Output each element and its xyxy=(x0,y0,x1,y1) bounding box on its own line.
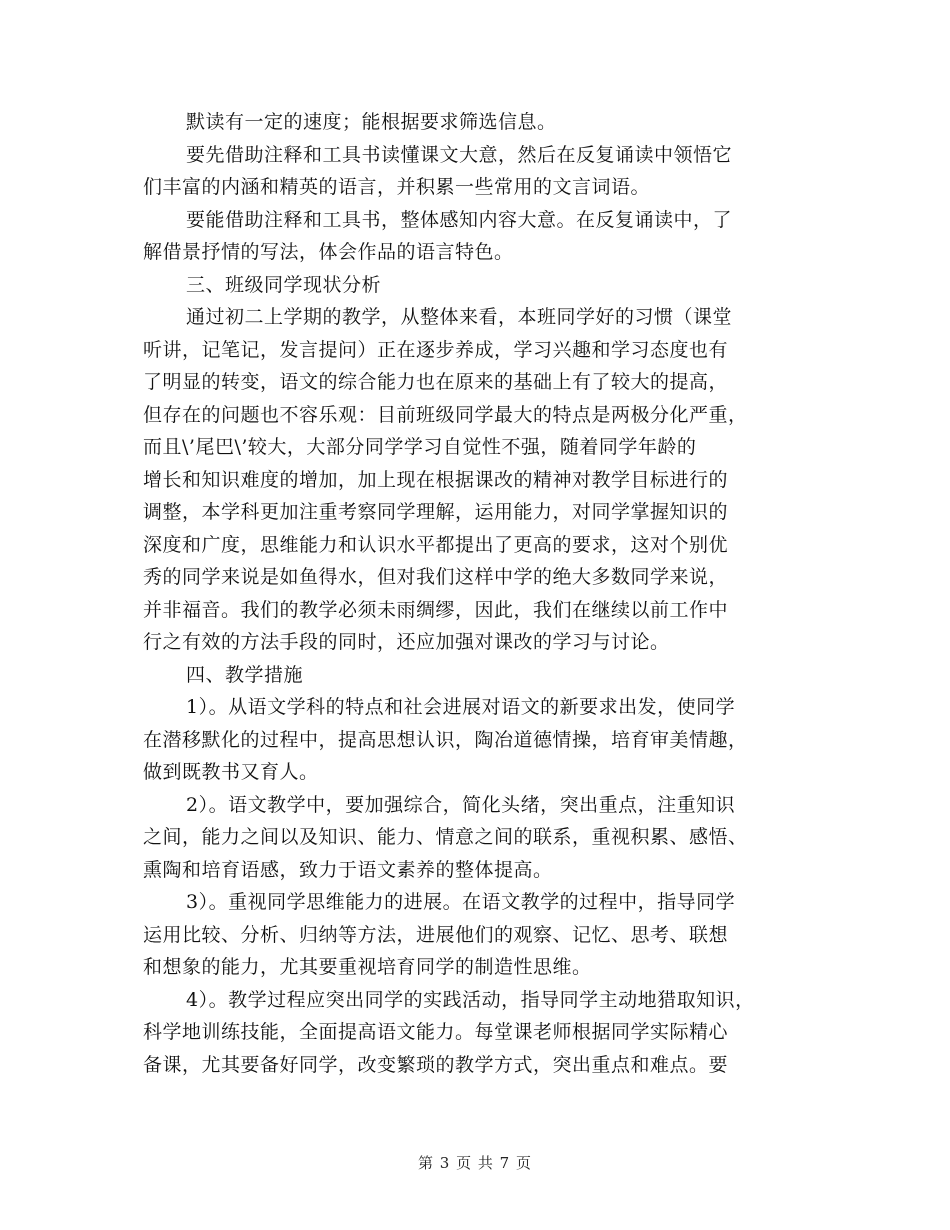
text-line: 做到既教书又育人。 xyxy=(143,761,319,783)
text-line: 调整，本学科更加注重考察同学理解，运用能力，对同学掌握知识的 xyxy=(143,501,729,523)
text-line: 4）。教学过程应突出同学的实践活动，指导同学主动地猎取知识， xyxy=(186,988,755,1011)
text-line: 解借景抒情的写法，体会作品的语言特色。 xyxy=(143,241,514,263)
section-heading: 三、班级同学现状分析 xyxy=(186,273,382,296)
text-line: 秀的同学来说是如鱼得水，但对我们这样中学的绝大多数同学来说， xyxy=(143,566,729,588)
text-line: 运用比较、分析、归纳等方法，进展他们的观察、记忆、思考、联想 xyxy=(143,923,729,946)
text-line: 科学地训练技能，全面提高语文能力。每堂课老师根据同学实际精心 xyxy=(143,1021,729,1043)
text-line: 和想象的能力，尤其要重视培育同学的制造性思维。 xyxy=(143,956,592,978)
text-line: 备课，尤其要备好同学，改变繁琐的教学方式，突出重点和难点。要 xyxy=(143,1053,729,1076)
text-line: 默读有一定的速度；能根据要求筛选信息。 xyxy=(186,111,557,133)
text-line: 但存在的问题也不容乐观：目前班级同学最大的特点是两极分化严重， xyxy=(143,403,748,426)
text-line: 在潜移默化的过程中，提高思想认识，陶冶道德情操，培育审美情趣， xyxy=(143,728,748,751)
text-line: 了明显的转变，语文的综合能力也在原来的基础上有了较大的提高， xyxy=(143,371,729,393)
text-line: 深度和广度，思维能力和认识水平都提出了更高的要求，这对个别优 xyxy=(143,533,729,556)
text-line: 1）。从语文学科的特点和社会进展对语文的新要求出发，使同学 xyxy=(186,696,736,718)
text-line: 3）。重视同学思维能力的进展。在语文教学的过程中，指导同学 xyxy=(186,891,736,913)
text-line: 并非福音。我们的教学必须未雨绸缪，因此，我们在继续以前工作中 xyxy=(143,598,729,621)
text-line: 们丰富的内涵和精英的语言，并积累一些常用的文言词语。 xyxy=(143,176,651,198)
text-line: 通过初二上学期的教学，从整体来看，本班同学好的习惯（课堂 xyxy=(186,306,733,328)
text-line: 增长和知识难度的增加，加上现在根据课改的精神对教学目标进行的 xyxy=(143,468,729,491)
text-line: 熏陶和培育语感，致力于语文素养的整体提高。 xyxy=(143,858,553,881)
text-line: 要先借助注释和工具书读懂课文大意，然后在反复诵读中领悟它 xyxy=(186,143,733,166)
text-line: 2）。语文教学中，要加强综合，简化头绪，突出重点，注重知识 xyxy=(186,793,736,816)
text-line: 行之有效的方法手段的同时，还应加强对课改的学习与讨论。 xyxy=(143,631,670,653)
text-line: 要能借助注释和工具书，整体感知内容大意。在反复诵读中，了 xyxy=(186,208,733,231)
section-heading: 四、教学措施 xyxy=(186,663,304,686)
text-line: 之间，能力之间以及知识、能力、情意之间的联系，重视积累、感悟、 xyxy=(143,826,748,848)
text-line: 听讲，记笔记，发言提问）正在逐步养成，学习兴趣和学习态度也有 xyxy=(143,338,729,361)
page-number-footer: 第 3 页 共 7 页 xyxy=(418,1154,532,1172)
document-body xyxy=(143,106,823,1081)
text-line: 而且\’尾巴\’较大，大部分同学学习自觉性不强，随着同学年龄的 xyxy=(143,436,697,458)
